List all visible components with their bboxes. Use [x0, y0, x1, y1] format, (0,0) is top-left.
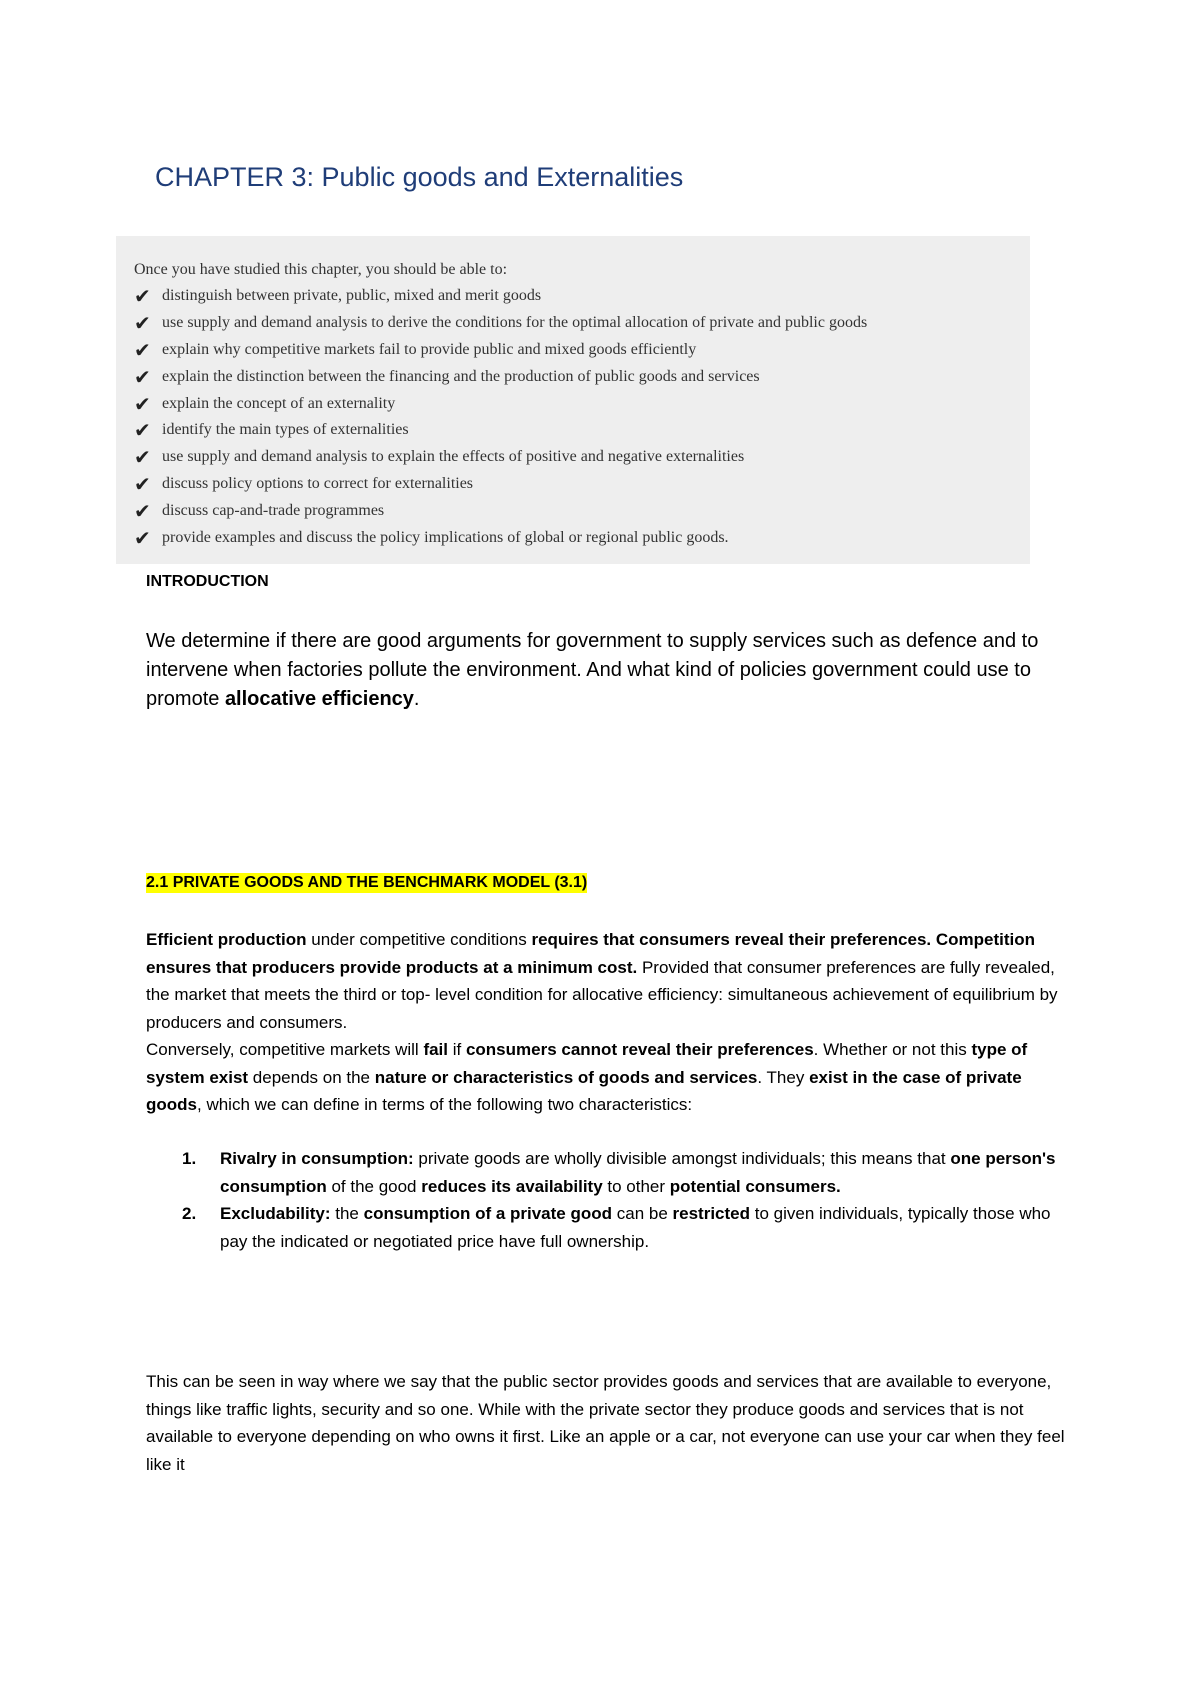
body-text: of the good — [326, 1176, 422, 1196]
bold-text: consumption of a private good — [363, 1204, 613, 1223]
checkmark-icon: ✔ — [134, 364, 151, 389]
objective-text: identify the main types of externalities — [162, 421, 409, 439]
objective-text: explain the distinction between the financing and the production of public goods and services — [162, 367, 760, 385]
bold-text: potential consumers. — [669, 1176, 841, 1196]
bold-text: exist in the case of private goods — [146, 1067, 1022, 1114]
body-text: Provided that consumer preferences are fully revealed, the market that meets the third or top- level condition for allocative efficiency: simultaneous achievement of equilibrium by producers and consumers. — [146, 957, 1058, 1032]
body-text: can be — [612, 1204, 673, 1223]
objective-text: use supply and demand analysis to explain the effects of positive and negative externalities — [162, 448, 745, 466]
body-text: private goods are wholly divisible amongst individuals; this means that — [413, 1149, 951, 1168]
characteristics-list — [146, 1145, 1076, 1255]
objective-item — [134, 310, 1012, 337]
chapter-title: CHAPTER 3: Public goods and Externalities — [155, 162, 684, 193]
bold-text: one person's consumption — [220, 1149, 1056, 1196]
intro-bold-term: allocative efficiency — [224, 688, 414, 710]
checkmark-icon: ✔ — [134, 499, 151, 524]
bold-text: restricted — [672, 1204, 751, 1223]
checkmark-icon: ✔ — [134, 445, 151, 470]
section-body-paragraph — [146, 926, 1076, 1119]
body-text: depends on the — [248, 1067, 375, 1087]
objective-text: distinguish between private, public, mixed and merit goods — [162, 287, 542, 304]
checkmark-icon: ✔ — [134, 337, 151, 362]
body-text: if — [448, 1040, 466, 1059]
objective-item — [134, 525, 1012, 552]
objective-text: explain the concept of an externality — [162, 394, 396, 412]
objective-item — [134, 498, 1012, 525]
closing-paragraph: This can be seen in way where we say that the public sector provides goods and services that are available to everyone, things like traffic lights, security and so one. While with the private sector they produce goods and services that is not available to everyone depending on who owns it first. Like an apple or a car, not everyone can use your car when they feel like it — [146, 1372, 1065, 1474]
bold-text: requires that consumers reveal their preferences. — [531, 930, 932, 949]
checkmark-icon: ✔ — [134, 391, 151, 416]
objective-text: use supply and demand analysis to derive the conditions for the optimal allocation of private and public goods — [162, 313, 868, 331]
objective-text: explain why competitive markets fail to provide public and mixed goods efficiently — [162, 340, 697, 358]
list-number: 2. — [182, 1204, 197, 1223]
introduction-paragraph — [146, 627, 1066, 714]
intro-text-end: . — [413, 688, 420, 710]
objective-item — [134, 471, 1012, 498]
body-text: . Whether or not this — [813, 1040, 972, 1059]
checkmark-icon: ✔ — [134, 418, 151, 443]
list-number: 1. — [182, 1149, 197, 1168]
body-text: . They — [757, 1067, 810, 1087]
bold-text: type of system exist — [146, 1040, 1028, 1087]
objective-item — [134, 283, 1012, 310]
checkmark-icon: ✔ — [134, 284, 151, 308]
bold-text: Efficient production — [146, 930, 307, 949]
body-text: to given individuals, typically those who pay the indicated or negotiated price have full ownership. — [220, 1204, 1051, 1251]
objective-text: discuss cap-and-trade programmes — [162, 502, 385, 520]
bold-text: Rivalry in consumption: — [220, 1149, 414, 1168]
list-item — [146, 1200, 1076, 1255]
objectives-intro: Once you have studied this chapter, you should be able to: — [134, 261, 508, 278]
body-text: to other — [602, 1176, 670, 1196]
bold-text: nature or characteristics of goods and services — [374, 1067, 758, 1087]
bold-text: Excludability: — [220, 1204, 331, 1223]
body-text: Conversely, competitive markets will — [146, 1040, 424, 1059]
body-text: , which we can define in terms of the following two characteristics: — [197, 1095, 693, 1114]
objectives-list — [134, 283, 1012, 552]
bold-text: reduces its availability — [421, 1176, 603, 1196]
checkmark-icon: ✔ — [134, 310, 151, 335]
learning-objectives-box — [116, 236, 1030, 564]
objective-text: provide examples and discuss the policy implications of global or regional public goods. — [162, 529, 729, 547]
bold-text: Competition ensures that producers provide products at a minimum cost. — [146, 930, 1036, 977]
checkmark-icon: ✔ — [134, 526, 151, 551]
section-heading-highlighted: 2.1 PRIVATE GOODS AND THE BENCHMARK MODEL (3.1) — [146, 874, 588, 891]
objective-item — [134, 444, 1012, 471]
body-text: under competitive conditions — [306, 930, 532, 949]
objective-item — [134, 391, 1012, 418]
list-item — [146, 1145, 1076, 1200]
checkmark-icon: ✔ — [134, 472, 151, 497]
body-text: the — [330, 1204, 364, 1223]
objective-item — [134, 417, 1012, 444]
introduction-heading: INTRODUCTION — [146, 573, 269, 590]
intro-text: We determine if there are good arguments for government to supply services such as defence and to intervene when factories pollute the environment. And what kind of policies government could use to promote — [146, 630, 1039, 710]
objective-item — [134, 364, 1012, 391]
bold-text: fail — [423, 1040, 448, 1059]
objective-text: discuss policy options to correct for externalities — [162, 475, 474, 493]
bold-text: consumers cannot reveal their preferences — [465, 1040, 814, 1059]
objective-item — [134, 337, 1012, 364]
